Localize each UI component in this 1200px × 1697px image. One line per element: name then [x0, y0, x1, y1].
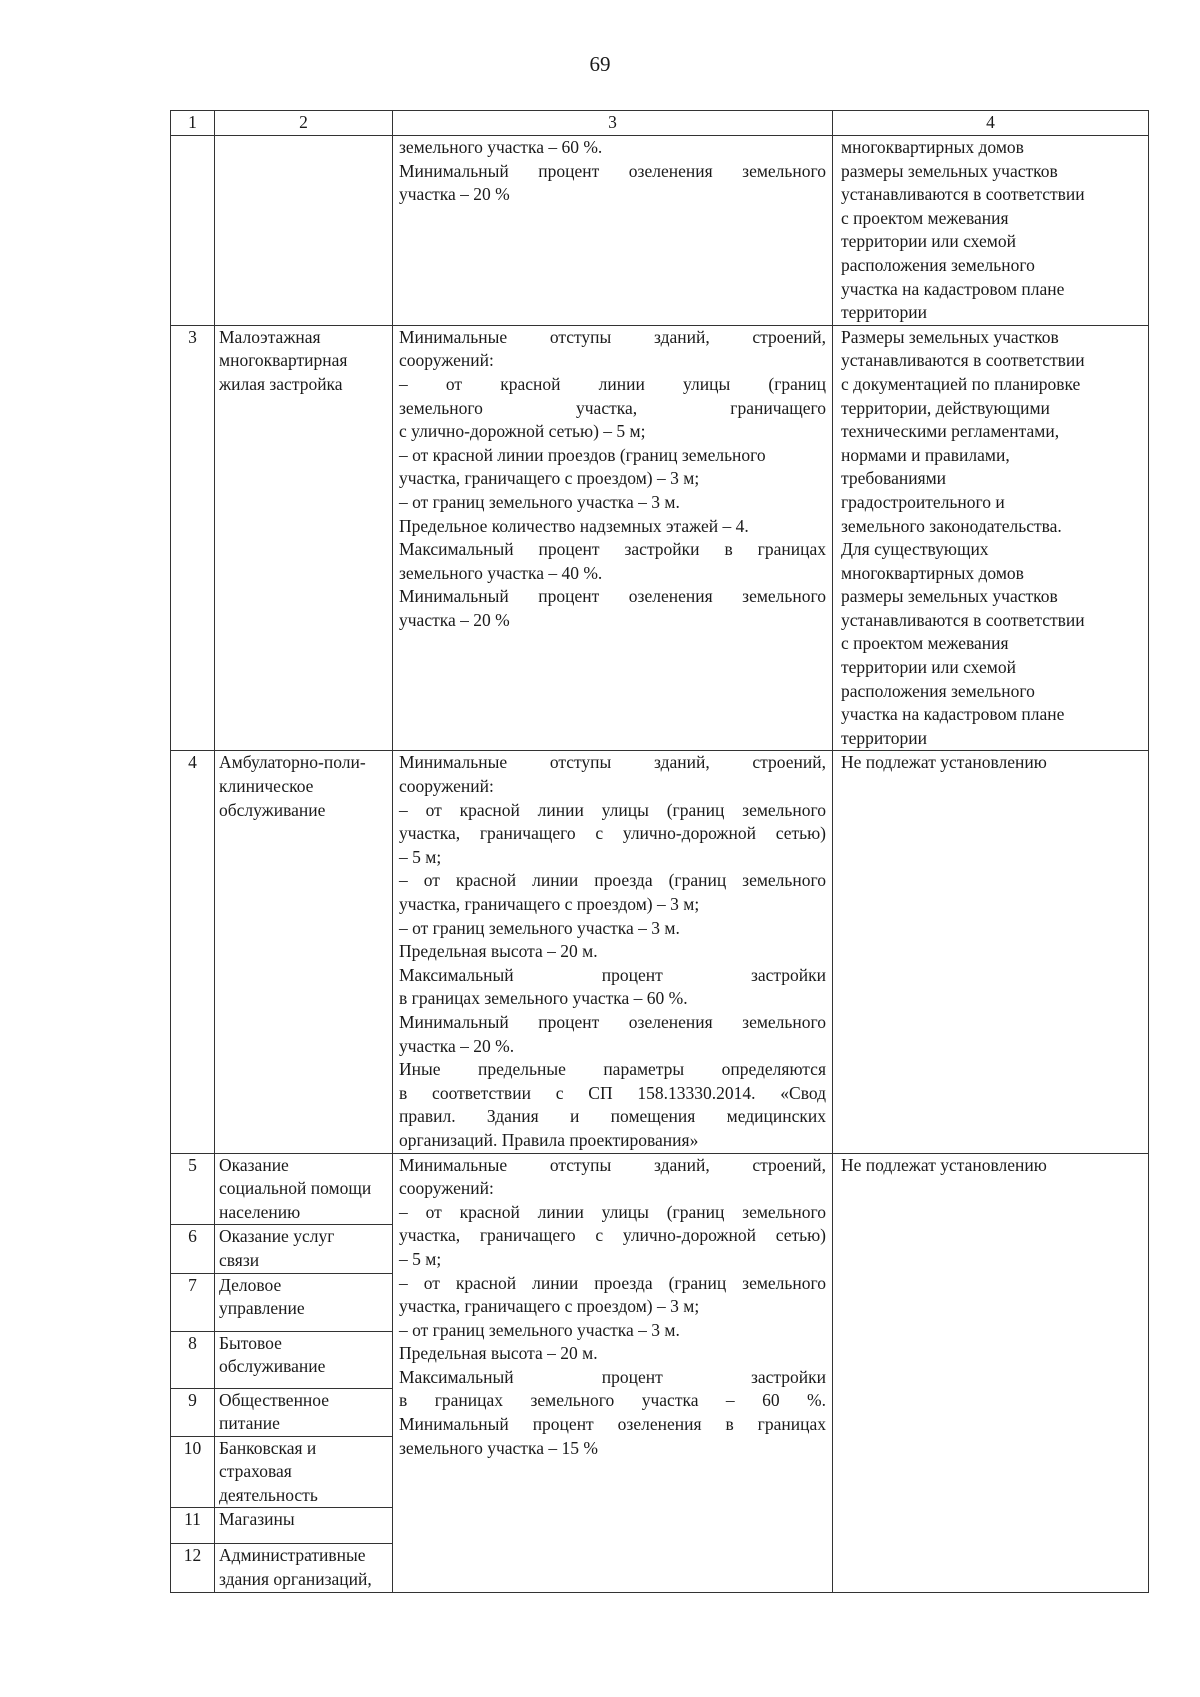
parameters-line: сооружений:: [399, 1178, 494, 1199]
parameters-line: участка – 20 %: [399, 609, 510, 630]
parameters-line: участка – 20 %.: [399, 1035, 515, 1056]
land-use-name: Административные здания организаций,: [215, 1544, 393, 1592]
header-col-3: 3: [393, 111, 833, 136]
parameters-line: – 5 м;: [399, 846, 442, 867]
row-number: 7: [171, 1273, 215, 1331]
table-row-3: [171, 325, 1149, 751]
land-use-name: [215, 136, 393, 326]
parameters-line: Минимальные отступы зданий, строений,: [399, 326, 826, 347]
parameters-line: земельного участка – 60 %.: [399, 137, 603, 157]
header-col-1: 1: [171, 111, 215, 136]
parameters-line: земельного участка, граничащего: [399, 397, 826, 418]
parameters-line: Предельная высота – 20 м.: [399, 941, 598, 962]
row-number: 6: [171, 1225, 215, 1273]
land-plot-sizes-cell: Размеры земельных участков устанавливаются в соответствии с документацией по планировке территории, действующими техническими регламентами, нормами и правилами, требованиями градостроительного и земельного законодательства. Для существующих многоквартирных домов размеры земельных участков устанавливаются в соответствии с проектом межевания территории или схемой расположения земельного участка на кадастровом плане территории: [833, 325, 1149, 751]
parameters-line: – от границ земельного участка – 3 м.: [399, 1319, 680, 1340]
table-row-5: [171, 1153, 1149, 1225]
parameters-line: – от красной линии улицы (границ: [399, 373, 826, 394]
parameters-line: Минимальный процент озеленения земельного: [399, 586, 826, 607]
land-use-name: Банковская и страховая деятельность: [215, 1436, 393, 1508]
parameters-line: земельного участка – 40 %.: [399, 562, 603, 583]
parameters-line: участка, граничащего с проездом) – 3 м;: [399, 468, 700, 489]
land-plot-sizes-cell: многоквартирных домов размеры земельных участков устанавливаются в соответствии с проектом межевания территории или схемой расположения земельного участка на кадастровом плане территории: [833, 136, 1149, 326]
parameters-line: участка – 20 %: [399, 184, 510, 205]
parameters-line: – 5 м;: [399, 1248, 442, 1269]
parameters-line: – от красной линии проездов (границ земельного: [399, 444, 766, 465]
row-number: 3: [171, 325, 215, 751]
parameters-line: – от красной линии улицы (границ земельного: [399, 1201, 826, 1222]
row-number: 8: [171, 1331, 215, 1388]
land-plot-sizes-cell: Не подлежат установлению: [833, 751, 1149, 1153]
page-number: 69: [589, 52, 611, 76]
row-number: 12: [171, 1544, 215, 1592]
parameters-line: Минимальный процент озеленения земельного: [399, 160, 826, 181]
parameters-line: сооружений:: [399, 776, 494, 797]
parameters-line: – от границ земельного участка – 3 м.: [399, 491, 680, 512]
parameters-line: Минимальные отступы зданий, строений,: [399, 1154, 826, 1175]
land-use-name: Оказание социальной помощи населению: [215, 1153, 393, 1225]
parameters-line: участка, граничащего с улично-дорожной сетью): [399, 823, 826, 844]
parameters-line: с улично-дорожной сетью) – 5 м;: [399, 421, 646, 442]
parameters-line: в границах земельного участка – 60 %.: [399, 988, 688, 1009]
land-plot-sizes-cell: Не подлежат установлению: [833, 1153, 1149, 1592]
parameters-line: Минимальный процент озеленения земельного: [399, 1011, 826, 1032]
parameters-line: организаций. Правила проектирования»: [399, 1129, 699, 1150]
parameters-line: Максимальный процент застройки в границах: [399, 539, 826, 560]
parameters-line: Минимальные отступы зданий, строений,: [399, 752, 826, 773]
parameters-line: в границах земельного участка – 60 %.: [399, 1390, 826, 1411]
row-number: 11: [171, 1508, 215, 1544]
parameters-line: – от красной линии улицы (границ земельного: [399, 799, 826, 820]
parameters-line: участка, граничащего с улично-дорожной сетью): [399, 1225, 826, 1246]
row-number: 4: [171, 751, 215, 1153]
header-col-2: 2: [215, 111, 393, 136]
table-row-continued: [171, 136, 1149, 326]
parameters-line: правил. Здания и помещения медицинских: [399, 1106, 826, 1127]
land-use-name: Малоэтажная многоквартирная жилая застройка: [215, 325, 393, 751]
row-number: 5: [171, 1153, 215, 1225]
parameters-line: Максимальный процент застройки: [399, 1366, 826, 1387]
parameters-line: участка, граничащего с проездом) – 3 м;: [399, 894, 700, 914]
table-header-row: [171, 111, 1149, 136]
parameters-cell: [393, 1153, 833, 1592]
row-number: 9: [171, 1388, 215, 1436]
parameters-line: Максимальный процент застройки: [399, 964, 826, 985]
row-number: [171, 136, 215, 326]
parameters-line: участка, граничащего с проездом) – 3 м;: [399, 1296, 700, 1317]
land-use-name: Бытовое обслуживание: [215, 1331, 393, 1388]
land-use-name: Оказание услуг связи: [215, 1225, 393, 1273]
parameters-line: Иные предельные параметры определяются: [399, 1059, 826, 1080]
land-use-name: Амбулаторно-поли- клиническое обслуживание: [215, 751, 393, 1153]
parameters-line: – от границ земельного участка – 3 м.: [399, 917, 680, 938]
regulations-table: [170, 110, 1149, 1593]
header-col-4: 4: [833, 111, 1149, 136]
parameters-line: Предельное количество надземных этажей – 4.: [399, 515, 749, 536]
land-use-name: Магазины: [215, 1508, 393, 1544]
row-number: 10: [171, 1436, 215, 1508]
table-row-4: [171, 751, 1149, 1153]
land-use-name: Общественное питание: [215, 1388, 393, 1436]
parameters-cell: [393, 136, 833, 326]
parameters-line: – от красной линии проезда (границ земельного: [399, 870, 826, 891]
parameters-line: Предельная высота – 20 м.: [399, 1343, 598, 1364]
parameters-line: земельного участка – 15 %: [399, 1437, 598, 1458]
parameters-line: сооружений:: [399, 350, 494, 371]
parameters-cell: [393, 751, 833, 1153]
parameters-line: Минимальный процент озеленения в границах: [399, 1414, 826, 1435]
land-use-name: Деловое управление: [215, 1273, 393, 1331]
parameters-cell: [393, 325, 833, 751]
parameters-line: в соответствии с СП 158.13330.2014. «Свод: [399, 1082, 826, 1103]
parameters-line: – от красной линии проезда (границ земельного: [399, 1272, 826, 1293]
